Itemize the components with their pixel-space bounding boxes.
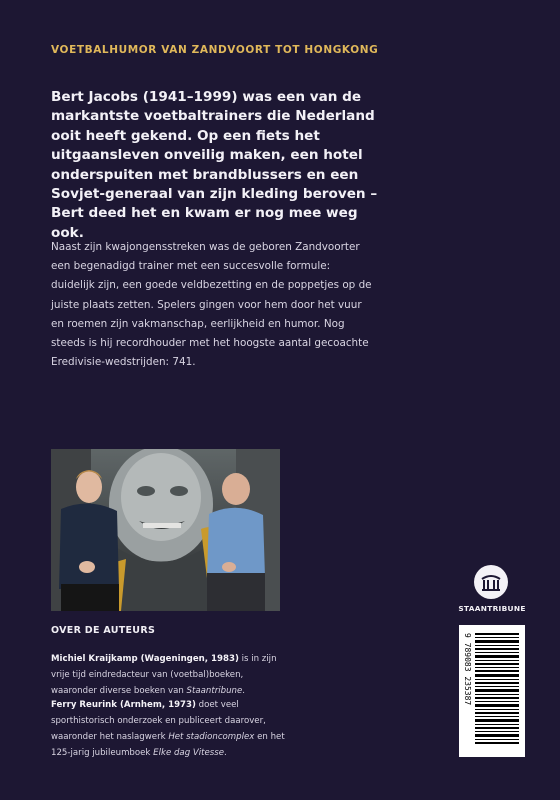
publisher-name: STAANTRIBUNE <box>458 604 526 613</box>
bio-text-end: . <box>242 686 245 696</box>
stadium-logo-icon <box>474 565 508 599</box>
bio-text-mid: en het 125-jarig jubileumboek <box>51 732 285 758</box>
isbn-barcode <box>459 625 525 757</box>
bio-italic-title-2: Elke dag Vitesse <box>153 748 225 758</box>
author-name-ferry: Ferry Reurink (Arnhem, 1973) <box>51 700 196 710</box>
isbn-digits: 9 789083 235387 <box>463 633 472 706</box>
bio-italic-title: Het stadioncomplex <box>168 732 255 742</box>
author-name-michiel: Michiel Kraijkamp (Wageningen, 1983) <box>51 654 239 664</box>
authors-section-title: OVER DE AUTEURS <box>51 625 156 636</box>
bio-italic-title: Staantribune <box>186 686 243 696</box>
tagline: VOETBALHUMOR VAN ZANDVOORT TOT HONGKONG <box>51 44 379 56</box>
bio-text-end: . <box>224 748 227 758</box>
author-bio-ferry <box>51 697 291 761</box>
lead-paragraph: Bert Jacobs (1941–1999) was een van de markantste voetbaltrainers die Nederland ooit heeft gekend. Op een fiets het uitgaansleven onveilig maken, een hotel onderspuiten met brandblussers en een Sovjet-generaal van zijn kleding beroven – Bert deed het en kwam er nog mee weg ook. <box>51 89 378 241</box>
author-bio-michiel <box>51 651 291 699</box>
body-paragraph: Naast zijn kwajongensstreken was de geboren Zandvoorter een begenadigd trainer met een succesvolle formule: duidelijk zijn, een goede veldbezetting en de poppetjes op de juiste plaats zetten. Spelers gingen voor hem door het vuur en roemen zijn vakmanschap, eerlijkheid en humor. Nog steeds is hij recordhouder met het hoogste aantal gecoachte Eredivisie-wedstrijden: 741. <box>51 241 372 369</box>
bio-text: is in zijn vrije tijd eindredacteur van (voetbal)boeken, waaronder diverse boeken van <box>51 654 277 696</box>
bio-text: doet veel sporthistorisch onderzoek en publiceert daarover, waaronder het naslagwerk <box>51 700 266 742</box>
authors-photo <box>51 449 280 611</box>
